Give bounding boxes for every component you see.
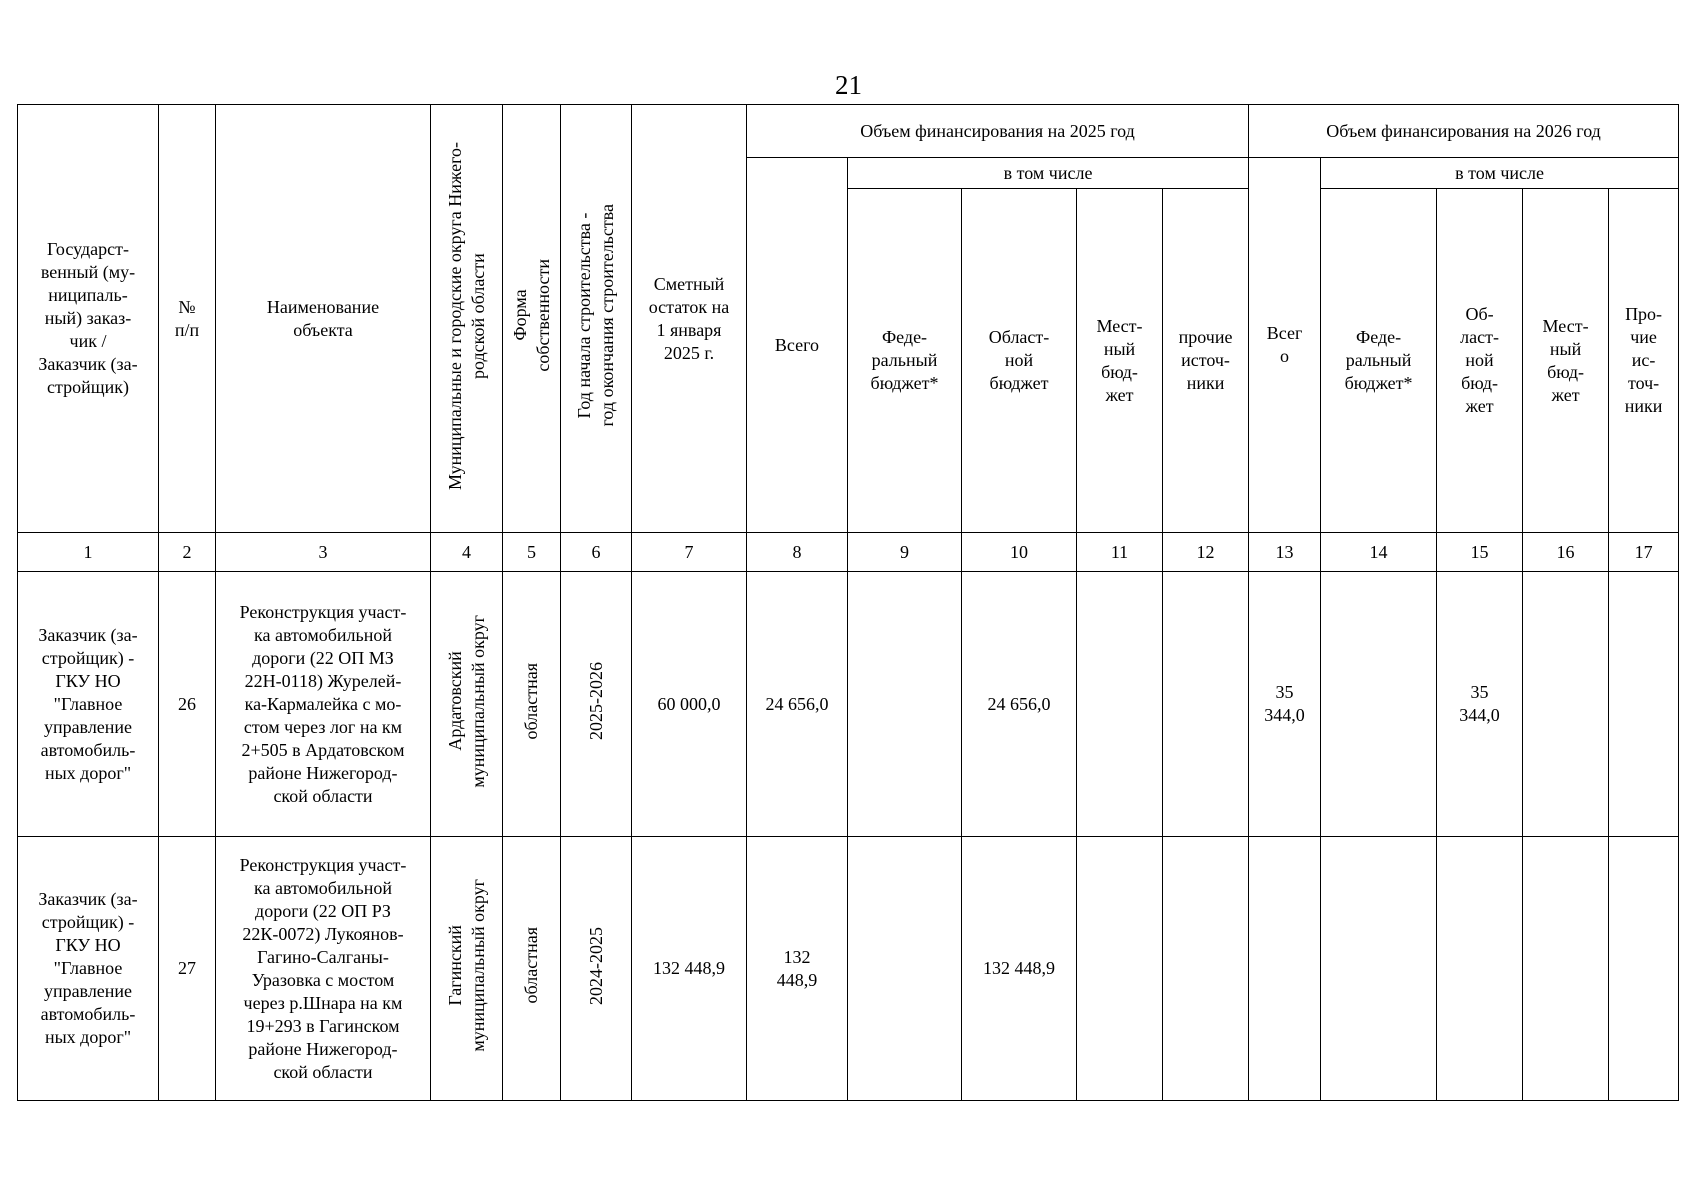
header-years: Год начала строительства - год окончания строительства — [561, 105, 632, 533]
row-other-2025 — [1163, 572, 1249, 837]
header-estimate-balance: Сметный остаток на 1 января 2025 г. — [632, 105, 747, 533]
header-item-no: № п/п — [159, 105, 216, 533]
column-number: 8 — [747, 533, 848, 572]
column-number: 7 — [632, 533, 747, 572]
row-object-name: Реконструкция участ- ка автомобильной дороги (22 ОП МЗ 22Н-0118) Журелей- ка-Кармалейка с мо- стом через лог на км 2+505 в Ардатовском районе Нижегород- ской области — [216, 572, 431, 837]
row-total-2025: 24 656,0 — [747, 572, 848, 837]
header-local-2025: Мест- ный бюд- жет — [1077, 189, 1163, 533]
row-local-2025 — [1077, 572, 1163, 837]
header-funding-2025: Объем финансирования на 2025 год — [747, 105, 1249, 158]
table-row — [18, 572, 1679, 837]
header-local-2026: Мест- ный бюд- жет — [1523, 189, 1609, 533]
row-customer: Заказчик (за- стройщик) - ГКУ НО "Главное управление автомобиль- ных дорог" — [18, 572, 159, 837]
header-object-name: Наименование объекта — [216, 105, 431, 533]
row-local-2026 — [1523, 837, 1609, 1101]
funding-table — [17, 104, 1679, 1101]
column-number: 5 — [503, 533, 561, 572]
column-number: 9 — [848, 533, 962, 572]
column-number-row — [18, 533, 1679, 572]
row-local-2025 — [1077, 837, 1163, 1101]
header-regional-2025: Област- ной бюджет — [962, 189, 1077, 533]
header-including-2025: в том числе — [848, 158, 1249, 189]
row-ownership: областная — [503, 837, 561, 1101]
row-regional-2025: 132 448,9 — [962, 837, 1077, 1101]
column-number: 17 — [1609, 533, 1679, 572]
header-total-2025: Всего — [747, 158, 848, 533]
row-other-2025 — [1163, 837, 1249, 1101]
header-other-2026: Про- чие ис- точ- ники — [1609, 189, 1679, 533]
row-number: 27 — [159, 837, 216, 1101]
row-regional-2025: 24 656,0 — [962, 572, 1077, 837]
row-municipality: Ардатовский муниципальный округ — [431, 572, 503, 837]
column-number: 11 — [1077, 533, 1163, 572]
column-number: 6 — [561, 533, 632, 572]
row-other-2026 — [1609, 572, 1679, 837]
row-number: 26 — [159, 572, 216, 837]
column-number: 10 — [962, 533, 1077, 572]
column-number: 1 — [18, 533, 159, 572]
header-regional-2026: Об- ласт- ной бюд- жет — [1437, 189, 1523, 533]
row-object-name: Реконструкция участ- ка автомобильной дороги (22 ОП РЗ 22К-0072) Лукоянов- Гагино-Салганы- Уразовка с мостом через р.Шнара на км 19+293 в Гагинском районе Нижегород- ской области — [216, 837, 431, 1101]
column-number: 2 — [159, 533, 216, 572]
column-number: 14 — [1321, 533, 1437, 572]
column-number: 3 — [216, 533, 431, 572]
row-estimate: 60 000,0 — [632, 572, 747, 837]
row-federal-2025 — [848, 837, 962, 1101]
page-number: 21 — [835, 70, 862, 100]
header-federal-2025: Феде- ральный бюджет* — [848, 189, 962, 533]
header-customer: Государст- венный (му- ниципаль- ный) заказ- чик / Заказчик (за- стройщик) — [18, 105, 159, 533]
row-other-2026 — [1609, 837, 1679, 1101]
row-total-2025: 132 448,9 — [747, 837, 848, 1101]
row-total-2026 — [1249, 837, 1321, 1101]
row-regional-2026: 35 344,0 — [1437, 572, 1523, 837]
row-federal-2025 — [848, 572, 962, 837]
column-number: 12 — [1163, 533, 1249, 572]
header-total-2026: Всег о — [1249, 158, 1321, 533]
row-ownership: областная — [503, 572, 561, 837]
table-row — [18, 837, 1679, 1101]
column-number: 16 — [1523, 533, 1609, 572]
header-funding-2026: Объем финансирования на 2026 год — [1249, 105, 1679, 158]
header-other-2025: прочие источ- ники — [1163, 189, 1249, 533]
row-federal-2026 — [1321, 572, 1437, 837]
row-years: 2025-2026 — [561, 572, 632, 837]
header-municipality: Муниципальные и городские округа Нижего- родской области — [431, 105, 503, 533]
row-years: 2024-2025 — [561, 837, 632, 1101]
header-including-2026: в том числе — [1321, 158, 1679, 189]
header-ownership: Форма собственности — [503, 105, 561, 533]
column-number: 4 — [431, 533, 503, 572]
row-federal-2026 — [1321, 837, 1437, 1101]
column-number: 13 — [1249, 533, 1321, 572]
header-federal-2026: Феде- ральный бюджет* — [1321, 189, 1437, 533]
row-local-2026 — [1523, 572, 1609, 837]
row-total-2026: 35 344,0 — [1249, 572, 1321, 837]
row-customer: Заказчик (за- стройщик) - ГКУ НО "Главное управление автомобиль- ных дорог" — [18, 837, 159, 1101]
row-municipality: Гагинский муниципальный округ — [431, 837, 503, 1101]
row-estimate: 132 448,9 — [632, 837, 747, 1101]
column-number: 15 — [1437, 533, 1523, 572]
row-regional-2026 — [1437, 837, 1523, 1101]
